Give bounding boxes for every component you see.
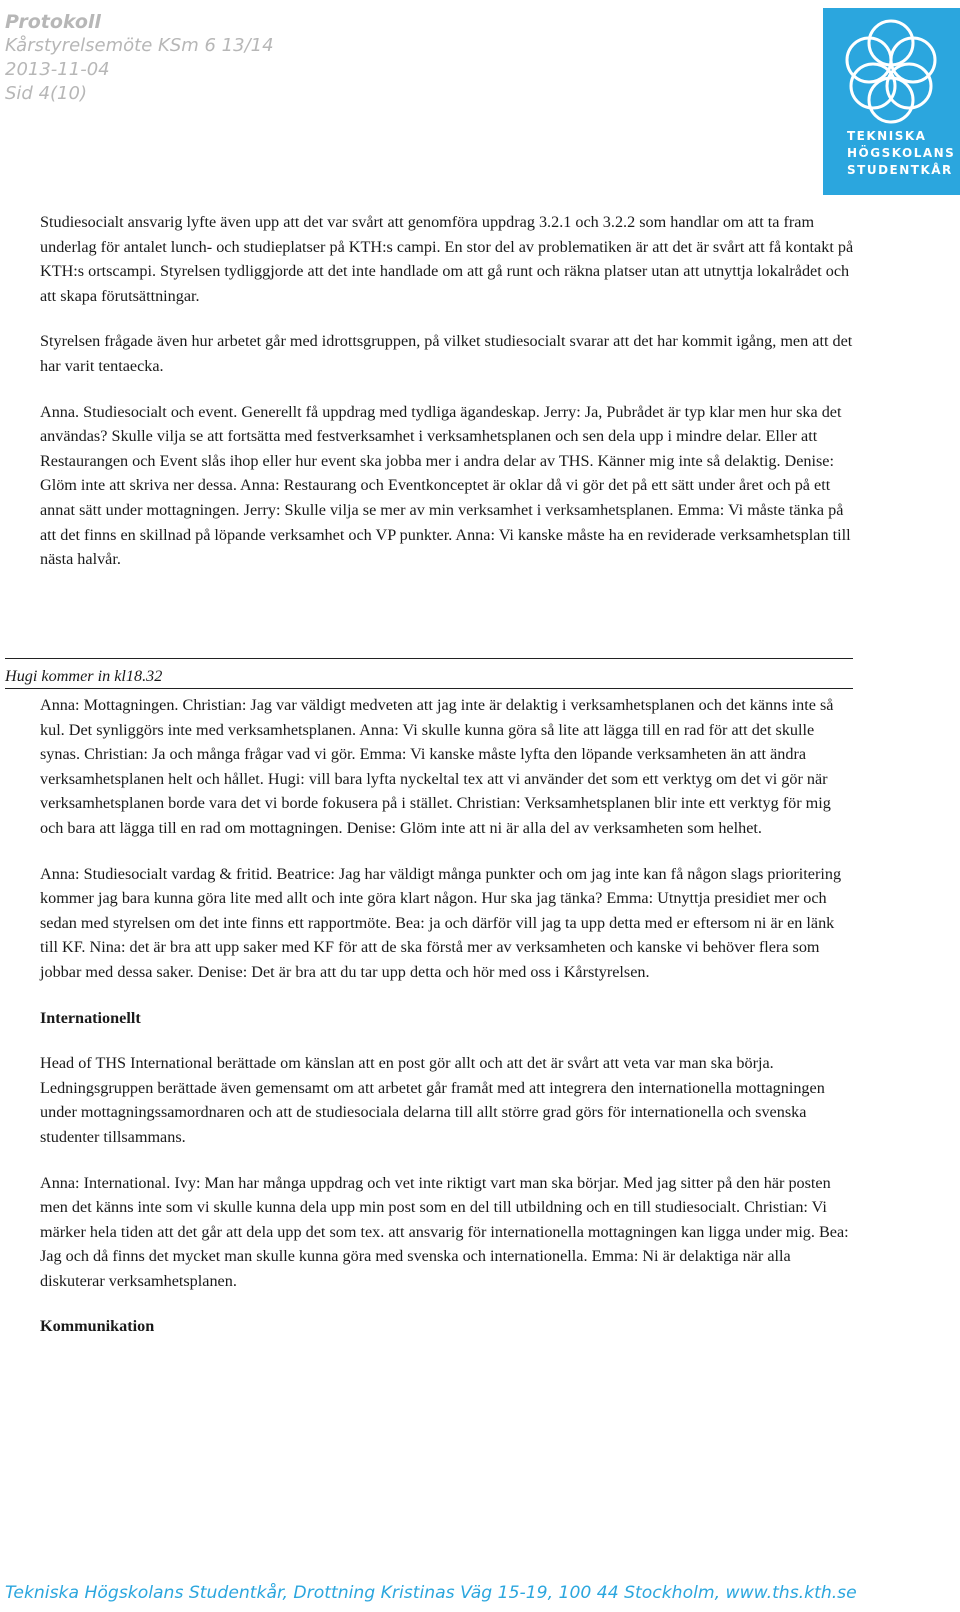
paragraph: Styrelsen frågade även hur arbetet går med idrottsgruppen, på vilket studiesocialt svarar att det har kommit igång, men att det har varit tentaecka. (40, 332, 853, 375)
arrival-text: Hugi kommer in kl18.32 (5, 667, 163, 685)
page-footer: Tekniska Högskolans Studentkår, Drottning Kristinas Väg 15-19, 100 44 Stockholm, www.ths.kth.se (5, 1583, 857, 1603)
section-heading: Internationellt (40, 1008, 141, 1027)
logo-line-1: TEKNISKA (847, 129, 927, 143)
divider (5, 688, 853, 689)
meeting-date: 2013-11-04 (5, 59, 110, 80)
page-number: Sid 4(10) (5, 83, 87, 104)
section-heading: Kommunikation (40, 1317, 155, 1336)
paragraph: Anna. Studiesocialt och event. Generellt få uppdrag med tydliga ägandeskap. Jerry: Ja, Pubrådet är typ klar men hur ska det användas? Skulle vilja se att fortsätta med festverksamhet i verksamhetsplanen och sen dela upp i mindre delar. Eller att Restaurangen och Event slås ihop eller hur event ska jobba mer i andra delar av THS. Känner mig inte så delaktig. Denise: Glöm inte att skriva ner dessa. Anna: Restaurang och Eventkonceptet är oklar då vi gör det på ett sätt under året och på ett annat sätt under mottagningen. Jerry: Skulle vilja se mer av min verksamhet i verksamhetsplanen. Emma: Vi måste tänka på att det finns en skillnad på löpande verksamhet och VP punkter. Anna: Vi kanske måste ha en reviderade verksamhetsplan till nästa halvår. (40, 402, 851, 569)
logo-line-2: HÖGSKOLANS (847, 146, 956, 160)
main-content (40, 210, 855, 572)
logo-line-3: STUDENTKÅR (847, 163, 953, 177)
page-header (5, 10, 274, 106)
paragraph: Anna: Mottagningen. Christian: Jag var väldigt medveten att jag inte är delaktig i verksamhetsplanen och det känns inte så kul. Det synliggörs inte med verksamhetsplanen. Anna: Vi skulle kunna göra så lite att lägga till en rad för att det skulle synas. Christian: Ja och många frågar vad vi gör. Emma: Vi kanske måste lyfta den löpande verksamheten än att ändra verksamhetsplanen helt och hållet. Hugi: vill bara lyfta nyckeltal tex att vi använder det som ett verktyg om det vi gör när verksamhetsplanen borde vara det vi borde fokusera på i stället. Christian: Verksamhetsplanen blir inte ett verktyg för mig och bara att lägga till en rad om mottagningen. Denise: Glöm inte att ni är alla del av verksamheten som helhet. (40, 696, 834, 837)
ths-logo-graphic (823, 8, 960, 195)
document-type: Protokoll (5, 11, 101, 33)
divider (5, 658, 853, 659)
paragraph: Anna: Studiesocialt vardag & fritid. Beatrice: Jag har väldigt många punkter och om jag inte kan få någon slags prioritering kommer jag bara kunna göra lite med allt och inte göra klart någon. Hur ska jag tänka? Emma: Utnyttja presidiet mer och sedan med styrelsen om det inte finns ett rapportmöte. Bea: ja och därför vill jag ta upp detta med er eftersom ni är en länk till KF. Nina: det är bra att upp saker med KF för att de ska förstå mer av verksamheten och kanske vi behöver flera som jobbar med dessa saker. Denise: Det är bra att du tar upp detta och hör med oss i Kårstyrelsen. (40, 864, 842, 981)
main-content-continued (40, 693, 855, 1339)
paragraph: Anna: International. Ivy: Man har många uppdrag och vet inte riktigt vart man ska börjar. Med jag sitter på den här posten men det känns inte som vi skulle kunna dela upp min post som en del till utbildning och en till studiesocialt. Christian: Vi märker hela tiden att det går att dela upp det som tex. att ansvarig för internationella mottagningen kan ligga under mig. Bea: Jag och då finns det mycket man skulle kunna göra med svenska och internationella. Emma: Ni är delaktiga när alla diskuterar verksamhetsplanen. (40, 1173, 849, 1290)
paragraph: Head of THS International berättade om känslan att en post gör allt och att det är svårt att veta var man ska börja. Ledningsgruppen berättade även gemensamt om att arbetet går framåt med att integrera den internationella mottagningen under mottagningssamordnaren och att de studiesociala delarna till allt större grad görs för internationella och svenska studenter tillsammans. (40, 1054, 825, 1146)
paragraph: Studiesocialt ansvarig lyfte även upp att det var svårt att genomföra uppdrag 3.2.1 och 3.2.2 som handlar om att ta fram underlag för antalet lunch- och studieplatser på KTH:s campi. En stor del av problematiken är att det är svårt att få kontakt på KTH:s ortscampi. Styrelsen tydliggjorde att det inte handlade om att gå runt och räkna platser utan att utnyttja lokalrådet och att skapa förutsättningar. (40, 213, 854, 305)
ths-logo (823, 8, 960, 195)
meeting-name: Kårstyrelsemöte KSm 6 13/14 (5, 35, 274, 56)
arrival-note (5, 658, 853, 689)
